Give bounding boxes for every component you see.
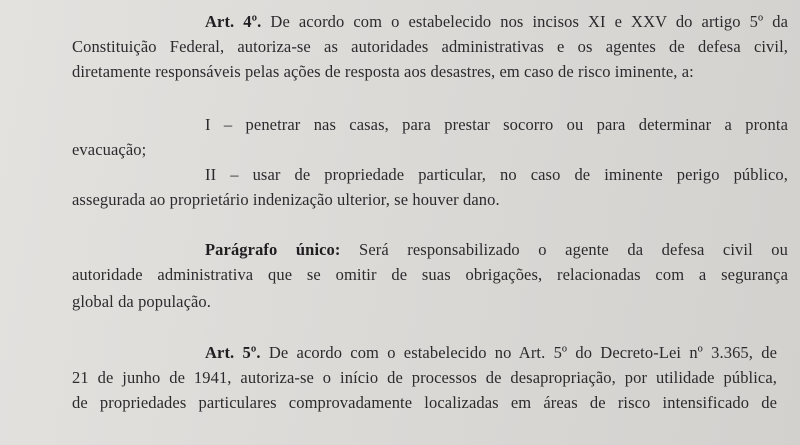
art4-line-1	[205, 12, 788, 32]
art5-line-2: 21 de junho de 1941, autoriza-se o início de processos de desapropriação, por utilidade pública,	[72, 368, 777, 387]
art5-line-3: de propriedades particulares comprovadamente localizadas em áreas de risco intensificado de	[72, 393, 777, 412]
art4-item1-line-2: evacuação;	[72, 140, 147, 159]
art4-item1-line-1: I – penetrar nas casas, para prestar socorro ou para determinar a pronta	[205, 115, 788, 134]
art4-line-2: Constituição Federal, autoriza-se as autoridades administrativas e os agentes de defesa civil,	[72, 37, 788, 56]
art4-item2-line-2: assegurada ao proprietário indenização ulterior, se houver dano.	[72, 190, 500, 209]
art5-line-1	[205, 343, 777, 363]
paragraph-text-1: Será responsabilizado o agente da defesa civil ou	[359, 240, 788, 259]
paragraph-line-2: autoridade administrativa que se omitir de suas obrigações, relacionadas com a segurança	[72, 265, 788, 284]
art4-text-1: De acordo com o estabelecido nos incisos XI e XXV do artigo 5º da	[270, 12, 788, 31]
art4-item2-line-1: II – usar de propriedade particular, no caso de iminente perigo público,	[205, 165, 788, 184]
paragraph-label: Parágrafo único:	[205, 240, 341, 259]
art4-line-3: diretamente responsáveis pelas ações de resposta aos desastres, em caso de risco iminente, a:	[72, 62, 694, 81]
art5-label: Art. 5º.	[205, 343, 261, 362]
art5-text-1: De acordo com o estabelecido no Art. 5º do Decreto-Lei nº 3.365, de	[268, 343, 777, 362]
art4-label: Art. 4º.	[205, 12, 262, 31]
paragraph-line-3: global da população.	[72, 292, 211, 311]
paragraph-line-1	[205, 240, 788, 260]
